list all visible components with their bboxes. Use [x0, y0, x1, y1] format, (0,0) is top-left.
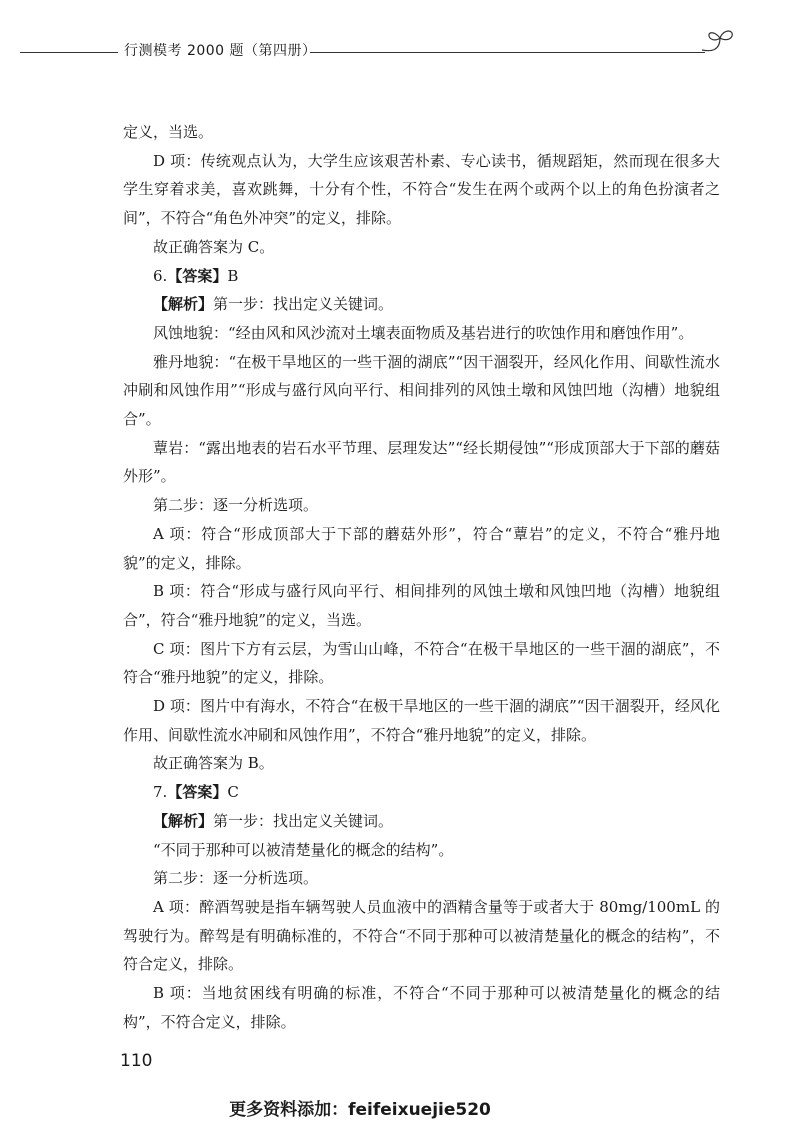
paragraph-text: 蕈岩：“露出地表的岩石水平节理、层理发达”“经长期侵蚀”“形成顶部大于下部的蘑菇外形”。 [123, 438, 720, 486]
paragraph [123, 577, 720, 634]
paragraph-text: “不同于那种可以被清楚量化的概念的结构”。 [153, 840, 454, 859]
header-rule-right [310, 52, 705, 53]
paragraph-text: A 项：醉酒驾驶是指车辆驾驶人员血液中的酒精含量等于或者大于 80mg/100mL 的驾驶行为。醉驾是有明确标准的，不符合“不同于那种可以被清楚量化的概念的结构”，不符合定义，排除。 [123, 897, 720, 974]
header-rule-left [20, 52, 118, 53]
footer-text: 更多资料添加：feifeixuejie520 [229, 1100, 491, 1120]
question-number: 7. [153, 783, 168, 802]
bracket-label: 【答案】 [167, 266, 228, 285]
paragraph [123, 491, 720, 520]
paragraph-text: C 项：图片下方有云层，为雪山山峰，不符合“在极干旱地区的一些干涸的湖底”，不符合“雅丹地貌”的定义，排除。 [123, 639, 720, 687]
paragraph [123, 262, 720, 291]
running-header [20, 34, 720, 64]
paragraph-text: 第二步：逐一分析选项。 [153, 496, 319, 515]
paragraph-text: 第一步：找出定义关键词。 [213, 295, 394, 314]
paragraph [123, 864, 720, 893]
bracket-label: 【答案】 [167, 783, 228, 802]
paragraph [123, 749, 720, 778]
page-number: 110 [120, 1051, 153, 1071]
header-title: 行测模考 2000 题（第四册） [124, 43, 317, 59]
paragraph-text: 定义，当选。 [123, 123, 214, 141]
paragraph [123, 290, 720, 319]
paragraph-text: 雅丹地貌：“在极干旱地区的一些干涸的湖底”“因干涸裂开，经风化作用、间歇性流水冲刷和风蚀作用”“形成与盛行风向平行、相间排列的风蚀土墩和风蚀凹地（沟槽）地貌组合”。 [123, 352, 720, 429]
paragraph [123, 233, 720, 262]
paragraph-text: D 项：图片中有海水，不符合“在极干旱地区的一些干涸的湖底”“因干涸裂开，经风化作用、间歇性流水冲刷和风蚀作用”，不符合“雅丹地貌”的定义，排除。 [123, 697, 720, 744]
paragraph [123, 807, 720, 836]
paragraph-text: 第二步：逐一分析选项。 [153, 869, 319, 888]
paragraph [123, 118, 720, 147]
answer-explanation-body [123, 118, 720, 1037]
paragraph [123, 893, 720, 979]
paragraph-text: 故正确答案为 C。 [153, 237, 275, 256]
paragraph-text: B 项：当地贫困线有明确的标准，不符合“不同于那种可以被清楚量化的概念的结构”，不符合定义，排除。 [123, 984, 720, 1031]
paragraph [123, 635, 720, 692]
paragraph-text: B 项：符合“形成与盛行风向平行、相间排列的风蚀土墩和风蚀凹地（沟槽）地貌组合”，符合“雅丹地貌”的定义，当选。 [123, 582, 720, 629]
bracket-label: 【解析】 [153, 811, 214, 830]
paragraph-text: 第一步：找出定义关键词。 [213, 811, 394, 830]
paragraph [123, 348, 720, 434]
paragraph [123, 836, 720, 865]
paragraph [123, 778, 720, 807]
paragraph [123, 692, 720, 749]
paragraph [123, 434, 720, 491]
paragraph-text: B [227, 266, 239, 285]
paragraph-text: D 项：传统观点认为，大学生应该艰苦朴素、专心读书，循规蹈矩，然而现在很多大学生穿着求美，喜欢跳舞，十分有个性，不符合“发生在两个或两个以上的角色扮演者之间”，不符合“角色外冲突”的定义，排除。 [123, 151, 720, 228]
paragraph-text: C [227, 783, 239, 802]
paragraph [123, 319, 720, 348]
paragraph-text: 风蚀地貌：“经由风和风沙流对土壤表面物质及基岩进行的吹蚀作用和磨蚀作用”。 [153, 323, 694, 342]
paragraph-text: 故正确答案为 B。 [153, 754, 274, 773]
footer-note [0, 1095, 800, 1120]
question-number: 6. [153, 266, 168, 285]
paragraph [123, 520, 720, 577]
paragraph [123, 147, 720, 233]
bracket-label: 【解析】 [153, 295, 214, 314]
paragraph [123, 979, 720, 1036]
paragraph-text: A 项：符合“形成顶部大于下部的蘑菇外形”，符合“蕈岩”的定义，不符合“雅丹地貌”的定义，排除。 [123, 524, 720, 572]
sprout-icon [698, 26, 738, 56]
